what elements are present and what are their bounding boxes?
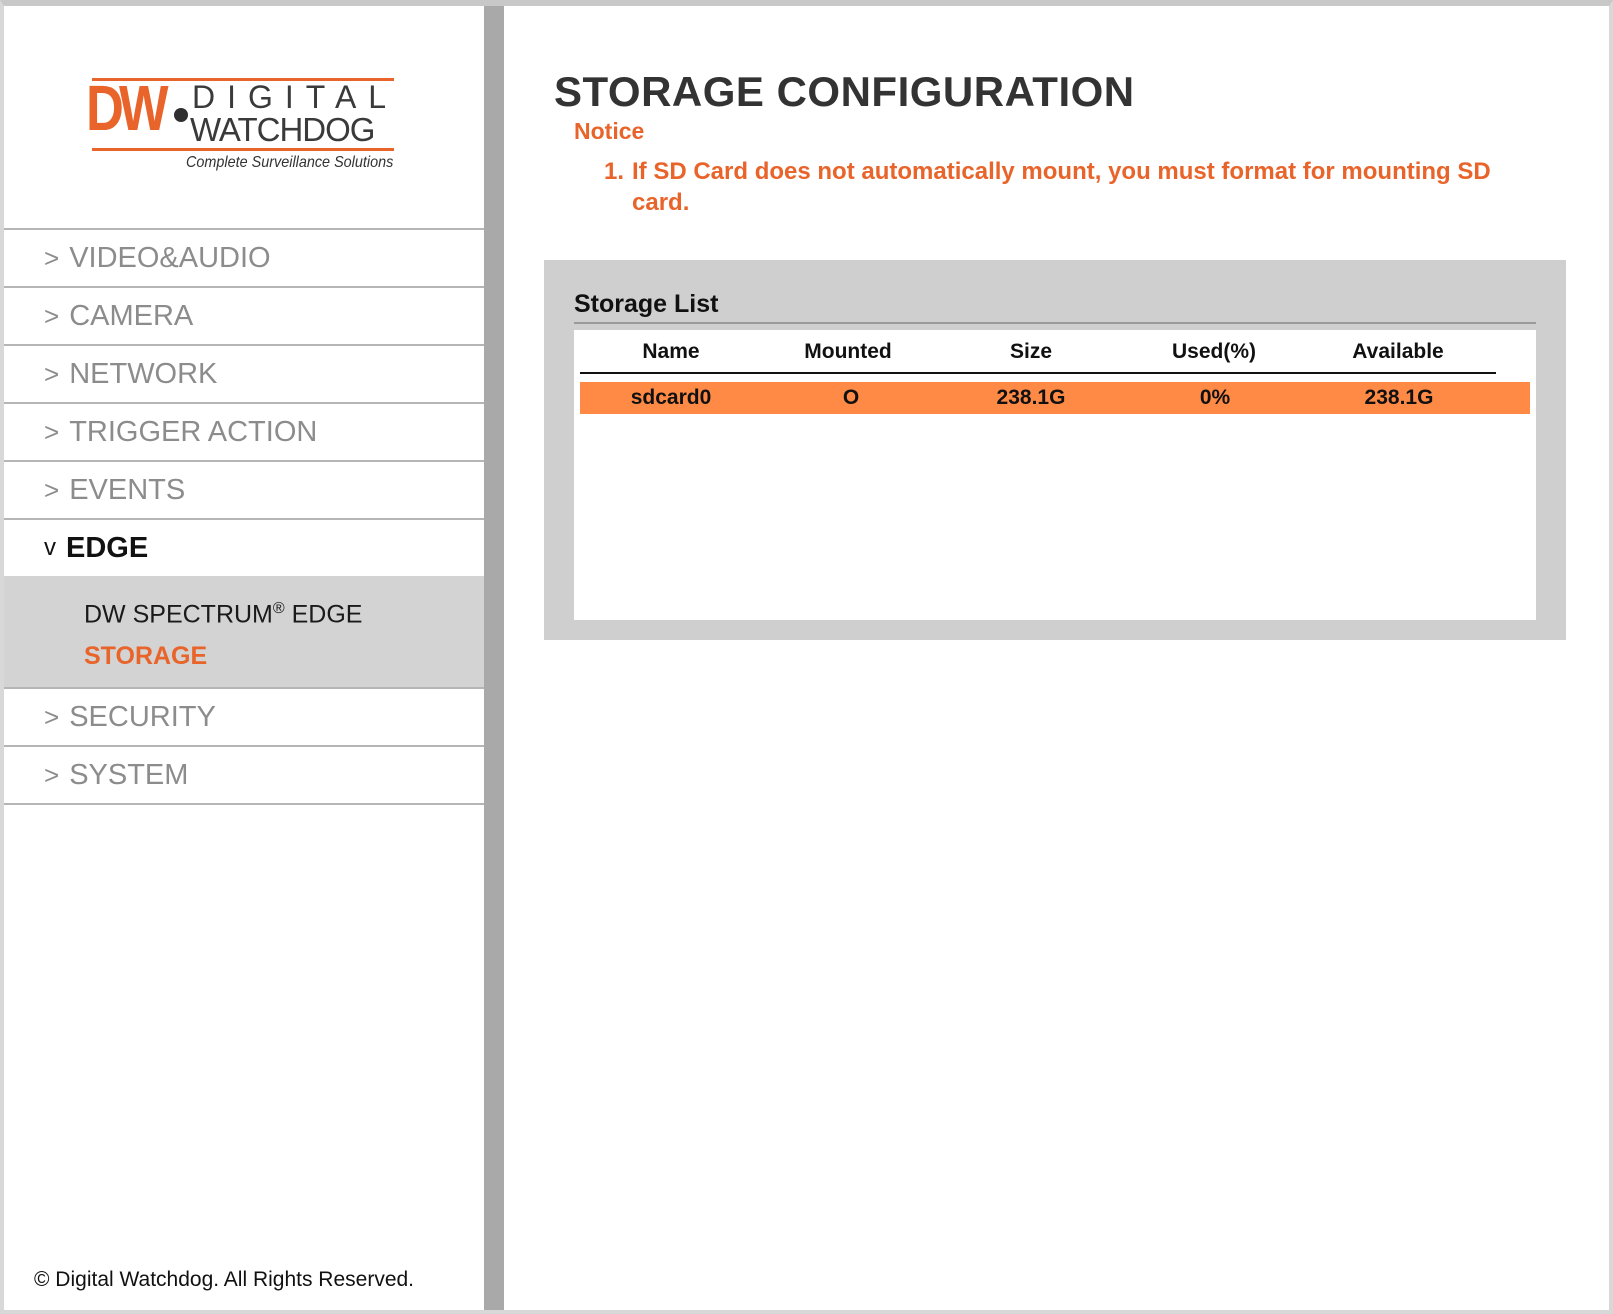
table-row[interactable] [580,382,1530,414]
column-header-mounted: Mounted [804,340,892,363]
cell-mounted: O [842,386,860,409]
nav-item-label: VIDEO&AUDIO [69,241,271,274]
nav-item-system[interactable] [4,747,484,805]
subnav-item-dw-spectrum-edge[interactable] [4,588,484,635]
cell-size: 238.1G [996,386,1066,409]
logo-tagline: Complete Surveillance Solutions [186,154,394,171]
panel-divider [574,322,1536,324]
logo-dot [174,108,188,122]
page-title: STORAGE CONFIGURATION [554,68,1135,115]
chevron-right-icon: > [44,701,60,732]
column-header-used: Used(%) [1171,340,1256,363]
main-content [504,6,1605,1310]
nav-item-network[interactable] [4,346,484,404]
nav-item-label: SYSTEM [69,758,189,791]
notice-number: 1. [604,158,625,185]
logo-watchdog: WATCHDOG [190,111,375,148]
logo-mark: DW [86,72,164,144]
nav-item-camera[interactable] [4,288,484,346]
main-nav [4,228,484,805]
nav-item-label: SECURITY [69,700,216,733]
column-header-available: Available [1352,340,1444,363]
nav-item-label: EVENTS [69,473,186,506]
nav-item-trigger-action[interactable] [4,404,484,462]
sidebar-divider [484,6,504,1310]
notice-text: If SD Card does not automatically mount, you must format for mounting SD card. [632,158,1491,216]
nav-item-label: TRIGGER ACTION [69,415,318,448]
sidebar [4,6,484,1310]
cell-available: 238.1G [1364,386,1434,409]
cell-name: sdcard0 [630,386,712,409]
chevron-down-icon: v [44,534,56,561]
logo-bottom-line [92,148,394,151]
logo-digital: DIGITAL [192,79,399,115]
table-header [580,340,1496,374]
edge-subnav [4,576,484,689]
chevron-right-icon: > [44,759,60,790]
registered-mark: ® [272,600,285,617]
subnav-item-label-suffix: EDGE [284,600,363,629]
nav-item-video-audio[interactable] [4,230,484,288]
notice-heading: Notice [574,118,645,144]
nav-item-edge[interactable] [4,520,484,576]
nav-item-label: EDGE [66,531,149,564]
column-header-size: Size [1009,340,1053,363]
nav-item-events[interactable] [4,462,484,520]
nav-item-security[interactable] [4,689,484,747]
chevron-right-icon: > [44,474,60,505]
subnav-item-label: DW SPECTRUM [84,600,273,629]
storage-list-panel [544,260,1566,640]
chevron-right-icon: > [44,300,60,331]
storage-list-title: Storage List [574,290,719,318]
notice-message [604,156,1524,218]
chevron-right-icon: > [44,416,60,447]
nav-item-label: CAMERA [69,299,194,332]
copyright-footer: © Digital Watchdog. All Rights Reserved. [34,1268,415,1291]
storage-table [574,330,1536,620]
nav-item-label: NETWORK [69,357,218,390]
chevron-right-icon: > [44,242,60,273]
subnav-item-storage[interactable]: STORAGE [84,642,208,671]
column-header-name: Name [642,340,700,363]
digital-watchdog-logo [86,68,416,178]
cell-used: 0% [1199,386,1231,409]
chevron-right-icon: > [44,358,60,389]
